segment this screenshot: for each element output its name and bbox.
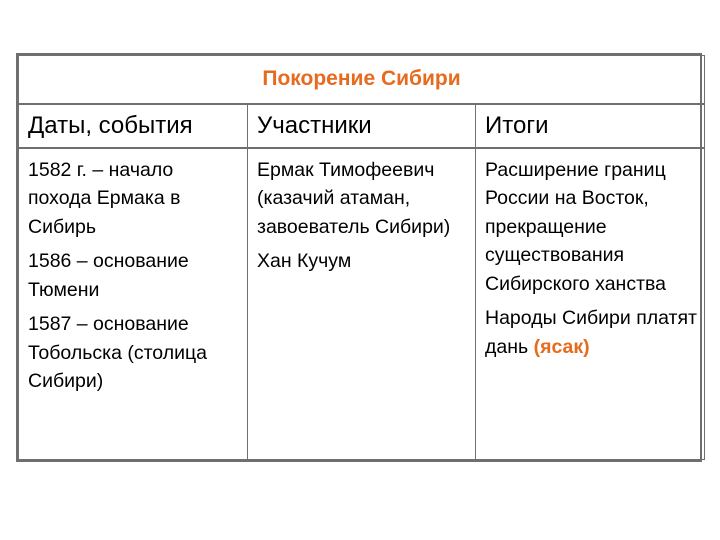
tribute-term: (ясак) xyxy=(533,335,590,358)
results-cell xyxy=(476,148,705,460)
event-1582: 1582 г. – начало похода Ермака в Сибирь xyxy=(28,158,181,238)
result-tribute xyxy=(485,304,698,361)
conquest-of-siberia-table xyxy=(18,55,705,460)
content-row xyxy=(19,148,705,460)
participant-ermak: Ермак Тимофеевич (казачий атаман, завоеватель Сибири) xyxy=(257,158,451,238)
participant-kuchum: Хан Кучум xyxy=(257,250,352,272)
title-row xyxy=(19,56,705,104)
tribute-text: Народы Сибири платят дань xyxy=(485,307,697,358)
event-1586: 1586 – основание Тюмени xyxy=(28,250,189,301)
dates-cell xyxy=(19,148,248,460)
header-dates: Даты, события xyxy=(19,104,248,148)
header-row xyxy=(19,104,705,148)
table-title: Покорение Сибири xyxy=(19,56,705,104)
header-results: Итоги xyxy=(476,104,705,148)
event-1587: 1587 – основание Тобольска (столица Сибири) xyxy=(28,313,207,392)
participants-cell xyxy=(248,148,476,460)
result-expansion: Расширение границ России на Восток, прекращение существования Сибирского ханства xyxy=(485,158,666,295)
header-participants: Участники xyxy=(248,104,476,148)
history-table xyxy=(16,53,702,462)
